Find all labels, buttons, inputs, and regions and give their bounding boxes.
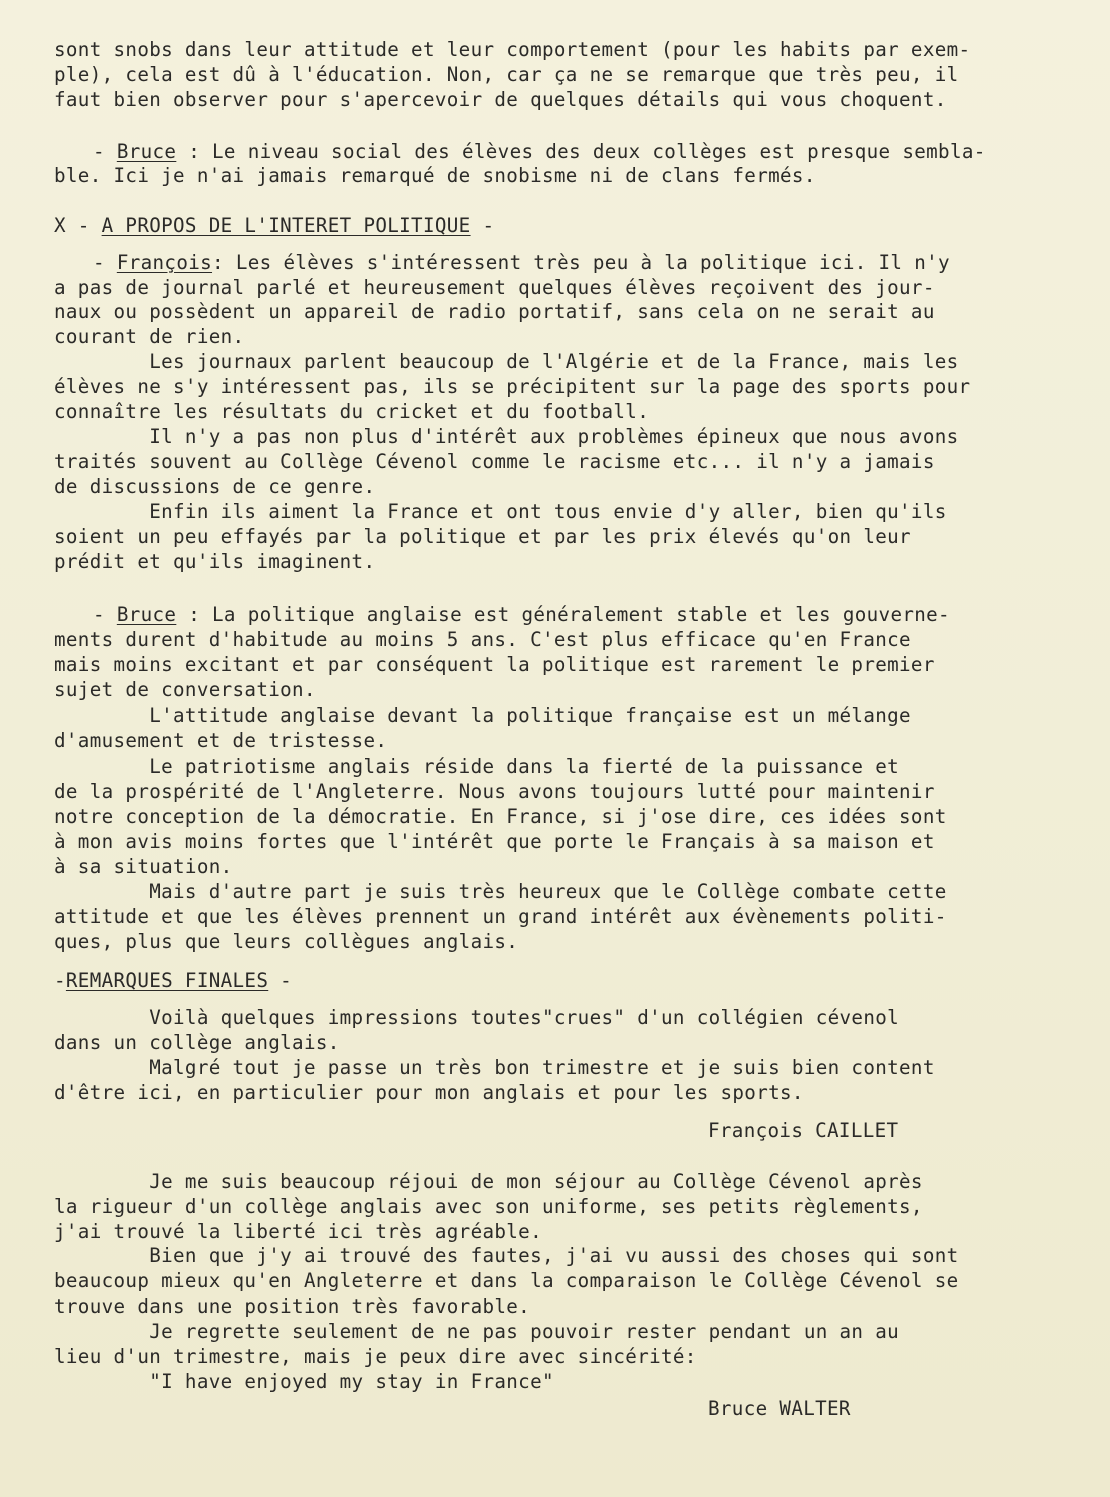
signature-francois: François CAILLET: [708, 1119, 899, 1142]
text-line: Le patriotisme anglais réside dans la fierté de la puissance et: [54, 755, 900, 778]
text-line: courant de rien.: [54, 325, 245, 348]
signature-bruce: Bruce WALTER: [708, 1397, 851, 1420]
text-line: Les journaux parlent beaucoup de l'Algérie et de la France, mais les: [54, 350, 959, 373]
text-line: "I have enjoyed my stay in France": [54, 1370, 554, 1393]
text-line: : La politique anglaise est généralement stable et les gouverne-: [176, 603, 950, 626]
speaker-paragraph: - Bruce : La politique anglaise est généralement stable et les gouverne-: [93, 603, 950, 626]
text-line: ble. Ici je n'ai jamais remarqué de snobisme ni de clans fermés.: [54, 164, 816, 187]
text-line: trouve dans une position très favorable.: [54, 1295, 531, 1318]
text-line: Je me suis beaucoup réjoui de mon séjour au Collège Cévenol après: [54, 1170, 923, 1193]
text-line: ple), cela est dû à l'éducation. Non, car ça ne se remarque que très peu, il: [54, 63, 959, 86]
text-line: élèves ne s'y intéressent pas, ils se précipitent sur la page des sports pour: [54, 375, 971, 398]
text-line: lieu d'un trimestre, mais je peux dire avec sincérité:: [54, 1345, 697, 1368]
text-line: Je regrette seulement de ne pas pouvoir rester pendant un an au: [54, 1320, 900, 1343]
text-line: d'être ici, en particulier pour mon anglais et pour les sports.: [54, 1081, 804, 1104]
text-line: Bien que j'y ai trouvé des fautes, j'ai vu aussi des choses qui sont: [54, 1244, 959, 1267]
text-line: traités souvent au Collège Cévenol comme le racisme etc... il n'y a jamais: [54, 450, 935, 473]
speaker-paragraph: - François: Les élèves s'intéressent très peu à la politique ici. Il n'y: [93, 251, 950, 274]
text-line: Enfin ils aiment la France et ont tous envie d'y aller, bien qu'ils: [54, 500, 947, 523]
text-line: à sa situation.: [54, 855, 233, 878]
text-line: prédit et qu'ils imaginent.: [54, 550, 376, 573]
section-heading: X - A PROPOS DE L'INTERET POLITIQUE -: [54, 214, 495, 237]
text-line: Voilà quelques impressions toutes"crues" d'un collégien cévenol: [54, 1006, 900, 1029]
text-line: beaucoup mieux qu'en Angleterre et dans la comparaison le Collège Cévenol se: [54, 1269, 959, 1292]
text-line: mais moins excitant et par conséquent la politique est rarement le premier: [54, 653, 935, 676]
section-title: REMARQUES FINALES: [65, 969, 269, 992]
section-title: A PROPOS DE L'INTERET POLITIQUE: [101, 214, 471, 237]
text-line: Mais d'autre part je suis très heureux que le Collège combate cette: [54, 880, 947, 903]
speaker-name: Bruce: [116, 603, 177, 626]
text-line: la rigueur d'un collège anglais avec son uniforme, ses petits règlements,: [54, 1195, 923, 1218]
text-line: notre conception de la démocratie. En France, si j'ose dire, ces idées sont: [54, 805, 947, 828]
text-line: attitude et que les élèves prennent un grand intérêt aux évènements politi-: [54, 905, 947, 928]
text-line: ments durent d'habitude au moins 5 ans. C'est plus efficace qu'en France: [54, 628, 911, 651]
text-line: ques, plus que leurs collègues anglais.: [54, 930, 519, 953]
speaker-paragraph: - Bruce : Le niveau social des élèves des deux collèges est presque sembla-: [93, 140, 986, 163]
text-line: soient un peu effayés par la politique et par les prix élevés qu'on leur: [54, 525, 911, 548]
text-line: L'attitude anglaise devant la politique française est un mélange: [54, 704, 911, 727]
text-line: a pas de journal parlé et heureusement quelques élèves reçoivent des jour-: [54, 276, 935, 299]
text-line: j'ai trouvé la liberté ici très agréable.: [54, 1220, 542, 1243]
text-line: Malgré tout je passe un très bon trimestre et je suis bien content: [54, 1056, 935, 1079]
text-line: sont snobs dans leur attitude et leur comportement (pour les habits par exem-: [54, 38, 971, 61]
text-line: de discussions de ce genre.: [54, 475, 376, 498]
text-line: Il n'y a pas non plus d'intérêt aux problèmes épineux que nous avons: [54, 425, 959, 448]
speaker-name: Bruce: [116, 140, 177, 163]
section-heading: -REMARQUES FINALES -: [54, 969, 293, 992]
text-line: : Le niveau social des élèves des deux collèges est presque sembla-: [176, 140, 986, 163]
text-line: connaître les résultats du cricket et du football.: [54, 400, 650, 423]
text-line: d'amusement et de tristesse.: [54, 729, 388, 752]
text-line: : Les élèves s'intéressent très peu à la politique ici. Il n'y: [212, 251, 950, 274]
text-line: à mon avis moins fortes que l'intérêt que porte le Français à sa maison et: [54, 830, 935, 853]
text-line: de la prospérité de l'Angleterre. Nous avons toujours lutté pour maintenir: [54, 780, 935, 803]
speaker-name: François: [116, 251, 213, 274]
text-line: dans un collège anglais.: [54, 1031, 340, 1054]
text-line: sujet de conversation.: [54, 678, 316, 701]
text-line: naux ou possèdent un appareil de radio portatif, sans cela on ne serait au: [54, 300, 935, 323]
text-line: faut bien observer pour s'apercevoir de quelques détails qui vous choquent.: [54, 88, 947, 111]
